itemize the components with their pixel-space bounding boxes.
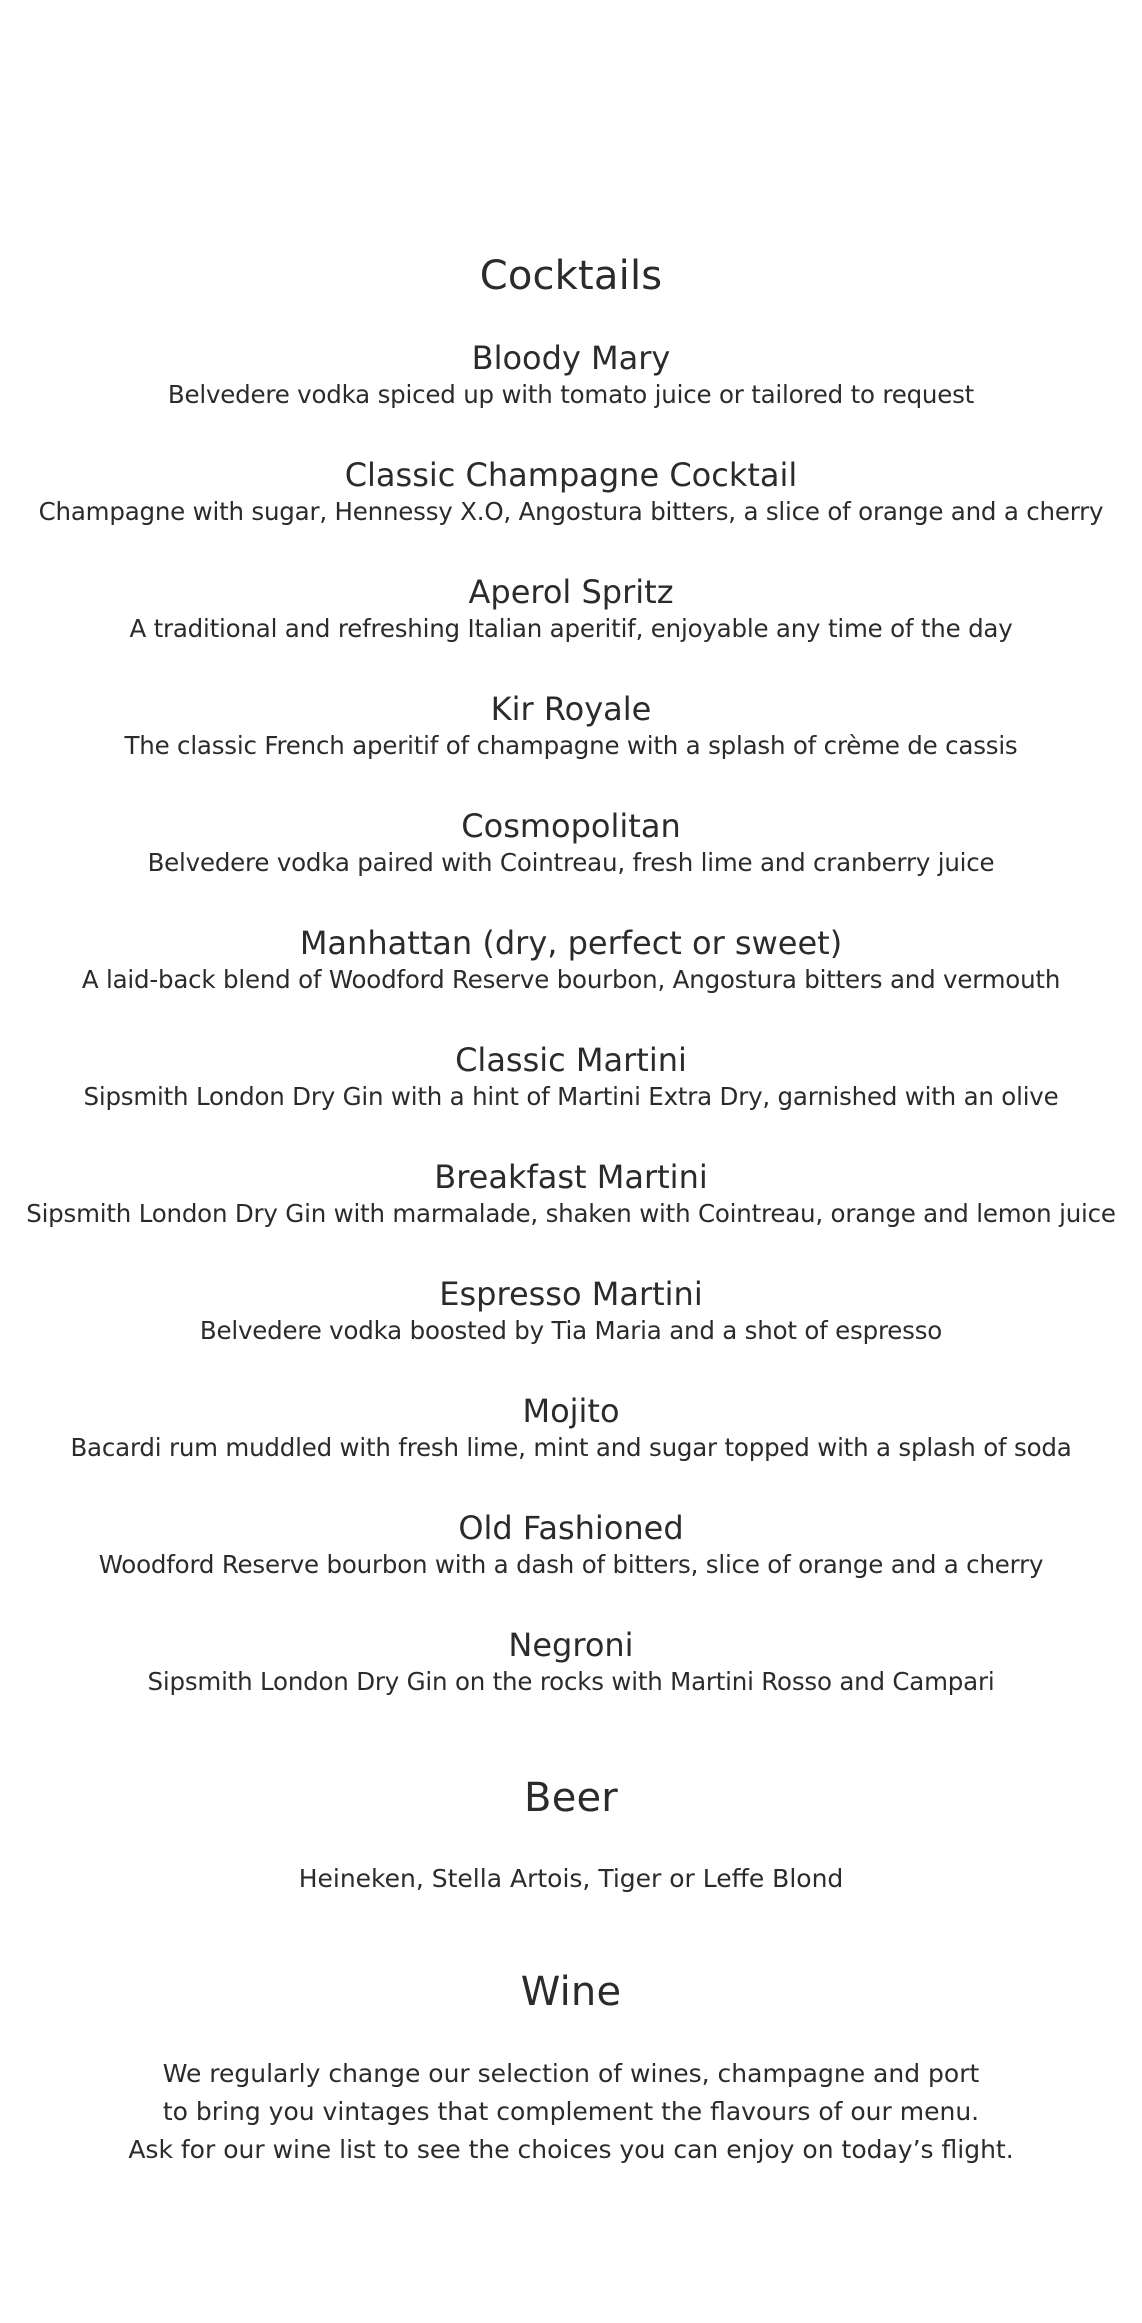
cocktail-description: Sipsmith London Dry Gin on the rocks with Martini Rosso and Campari (147, 1667, 995, 1696)
cocktail-name: Breakfast Martini (434, 1158, 708, 1196)
cocktail-description: The classic French aperitif of champagne with a splash of crème de cassis (124, 731, 1018, 760)
cocktail-description: Sipsmith London Dry Gin with a hint of Martini Extra Dry, garnished with an olive (83, 1082, 1059, 1111)
cocktail-name: Classic Martini (455, 1041, 687, 1079)
cocktail-item (0, 338, 1142, 412)
cocktail-item (0, 806, 1142, 880)
cocktail-name: Espresso Martini (439, 1275, 703, 1313)
cocktail-description: Bacardi rum muddled with fresh lime, mint and sugar topped with a splash of soda (70, 1433, 1072, 1462)
cocktail-item (0, 455, 1142, 529)
cocktail-name: Bloody Mary (471, 339, 671, 377)
cocktail-item (0, 923, 1142, 997)
cocktail-name: Classic Champagne Cocktail (344, 456, 798, 494)
cocktail-description: A laid-back blend of Woodford Reserve bourbon, Angostura bitters and vermouth (81, 965, 1061, 994)
cocktail-description: Sipsmith London Dry Gin with marmalade, shaken with Cointreau, orange and lemon juice (26, 1199, 1116, 1228)
wine-description-line: We regularly change our selection of wines, champagne and port (162, 2059, 980, 2088)
cocktail-name: Old Fashioned (458, 1509, 684, 1547)
cocktail-name: Aperol Spritz (468, 573, 674, 611)
cocktail-description: A traditional and refreshing Italian aperitif, enjoyable any time of the day (129, 614, 1013, 643)
cocktail-item (0, 1391, 1142, 1465)
cocktail-description: Belvedere vodka spiced up with tomato juice or tailored to request (167, 380, 975, 409)
cocktail-name: Mojito (522, 1392, 620, 1430)
cocktail-item (0, 1274, 1142, 1348)
wine-description-line: to bring you vintages that complement the flavours of our menu. (162, 2097, 980, 2126)
beer-heading: Beer (524, 1775, 618, 1821)
cocktail-item (0, 572, 1142, 646)
cocktail-item (0, 1040, 1142, 1114)
cocktail-item (0, 689, 1142, 763)
cocktail-name: Kir Royale (490, 690, 652, 728)
cocktail-description: Belvedere vodka boosted by Tia Maria and a shot of espresso (199, 1316, 943, 1345)
beer-list: Heineken, Stella Artois, Tiger or Leffe Blond (298, 1864, 844, 1893)
wine-description-line: Ask for our wine list to see the choices you can enjoy on today’s flight. (128, 2135, 1014, 2164)
cocktail-name: Negroni (508, 1626, 634, 1664)
cocktail-item (0, 1157, 1142, 1231)
wine-heading: Wine (520, 1969, 622, 2015)
cocktail-name: Manhattan (dry, perfect or sweet) (299, 924, 843, 962)
cocktails-heading: Cocktails (479, 253, 663, 299)
cocktail-item (0, 1508, 1142, 1582)
cocktail-item (0, 1625, 1142, 1699)
cocktail-name: Cosmopolitan (461, 807, 681, 845)
cocktail-description: Champagne with sugar, Hennessy X.O, Angostura bitters, a slice of orange and a cherry (38, 497, 1104, 526)
cocktail-description: Woodford Reserve bourbon with a dash of bitters, slice of orange and a cherry (98, 1550, 1044, 1579)
cocktail-description: Belvedere vodka paired with Cointreau, fresh lime and cranberry juice (147, 848, 995, 877)
wine-description (0, 2055, 1142, 2169)
